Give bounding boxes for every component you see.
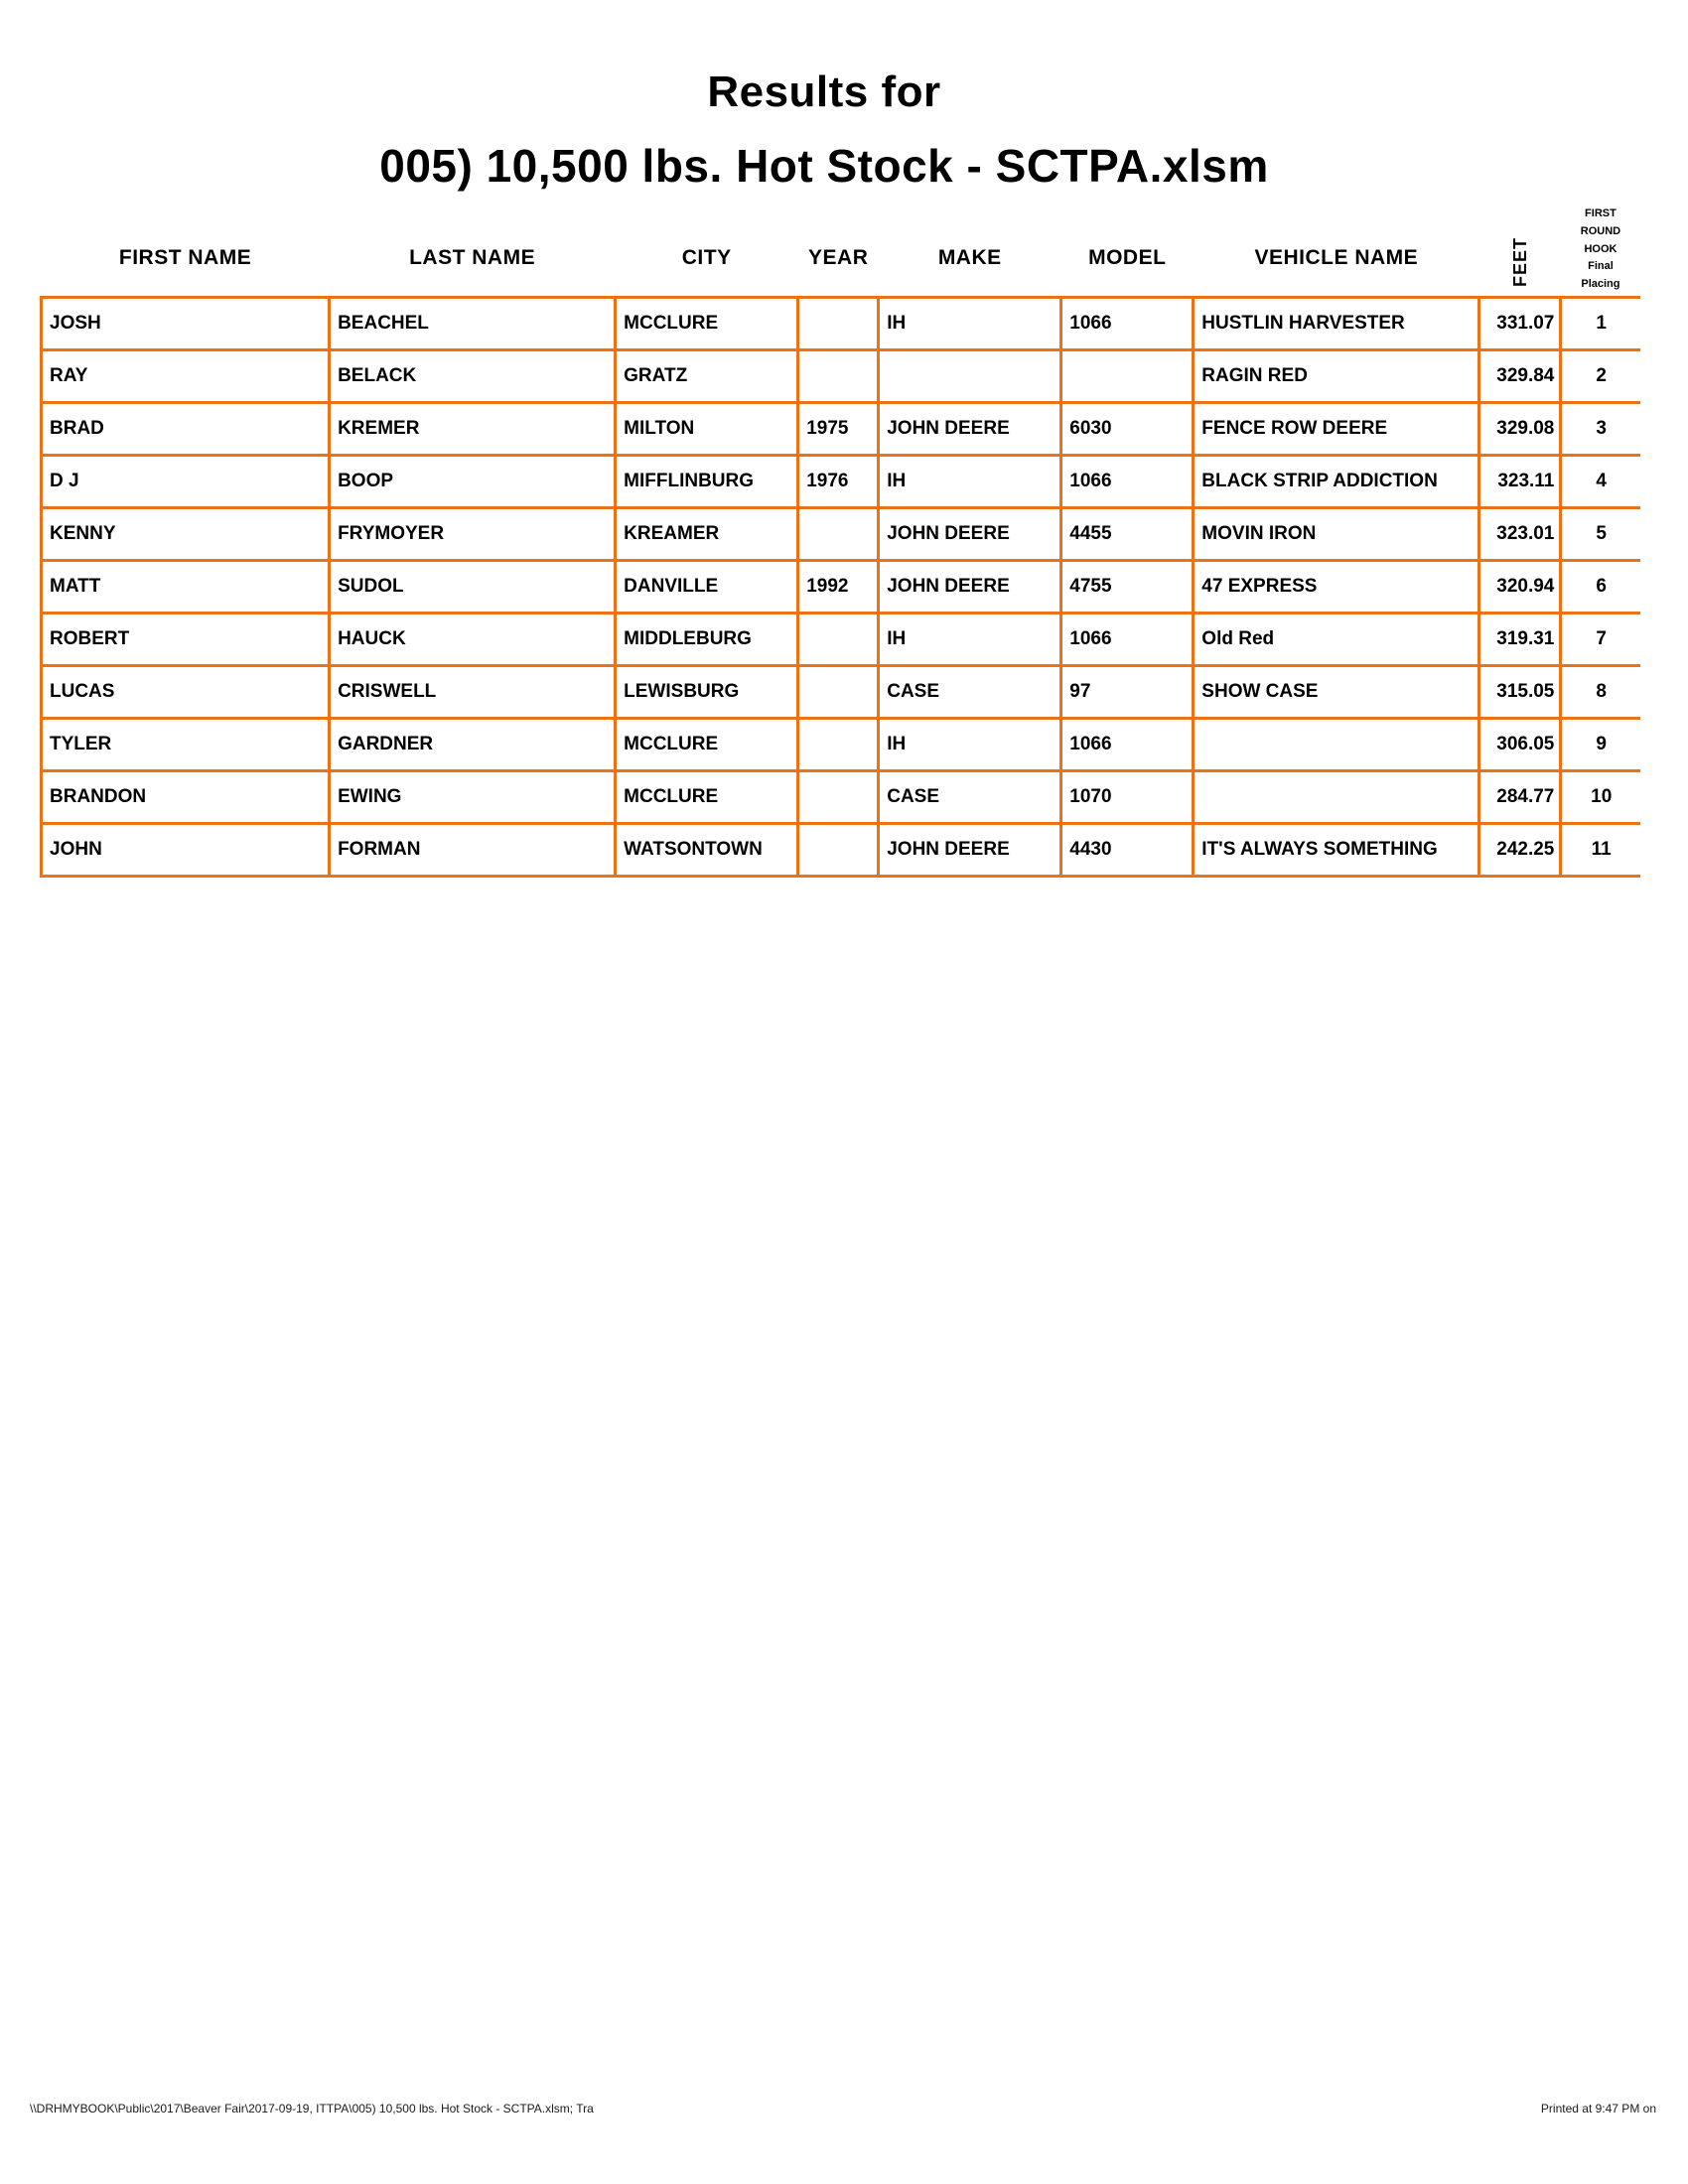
cell-feet: 315.05 <box>1479 666 1561 719</box>
cell-first-name: JOHN <box>42 824 330 877</box>
cell-placing: 5 <box>1561 508 1640 561</box>
cell-make: JOHN DEERE <box>879 824 1061 877</box>
cell-last-name: SUDOL <box>330 561 616 614</box>
cell-make: IH <box>879 719 1061 771</box>
cell-last-name: HAUCK <box>330 614 616 666</box>
cell-year <box>798 719 879 771</box>
cell-feet: 323.01 <box>1479 508 1561 561</box>
table-row <box>42 403 1641 456</box>
cell-placing: 3 <box>1561 403 1640 456</box>
cell-feet: 306.05 <box>1479 719 1561 771</box>
cell-first-name: BRAD <box>42 403 330 456</box>
cell-make: IH <box>879 614 1061 666</box>
cell-city: MILTON <box>616 403 798 456</box>
col-header-first-name: FIRST NAME <box>118 246 252 270</box>
cell-vehicle-name: SHOW CASE <box>1194 666 1479 719</box>
hook-header-line: ROUND <box>1580 224 1621 237</box>
cell-last-name: BELACK <box>330 350 616 403</box>
cell-make <box>879 350 1061 403</box>
cell-model: 97 <box>1061 666 1194 719</box>
cell-feet: 319.31 <box>1479 614 1561 666</box>
col-header-last-name: LAST NAME <box>409 246 536 270</box>
cell-last-name: BOOP <box>330 456 616 508</box>
col-header-model: MODEL <box>1088 246 1167 270</box>
col-header-year: YEAR <box>808 246 869 270</box>
col-header-city: CITY <box>681 246 732 270</box>
cell-feet: 329.08 <box>1479 403 1561 456</box>
title-class-name: 005) 10,500 lbs. Hot Stock - SCTPA.xlsm <box>379 140 1269 192</box>
cell-city: MCCLURE <box>616 771 798 824</box>
title-results-for: Results for <box>707 68 941 116</box>
cell-city: LEWISBURG <box>616 666 798 719</box>
cell-placing: 1 <box>1561 298 1640 350</box>
cell-first-name: TYLER <box>42 719 330 771</box>
cell-year <box>798 771 879 824</box>
cell-year <box>798 298 879 350</box>
cell-placing: 10 <box>1561 771 1640 824</box>
cell-first-name: BRANDON <box>42 771 330 824</box>
table-row <box>42 456 1641 508</box>
cell-first-name: RAY <box>42 350 330 403</box>
cell-make: CASE <box>879 666 1061 719</box>
feet-rotated-label: FEET <box>1509 237 1530 288</box>
cell-make: IH <box>879 456 1061 508</box>
cell-year <box>798 614 879 666</box>
cell-city: MIFFLINBURG <box>616 456 798 508</box>
cell-placing: 9 <box>1561 719 1640 771</box>
cell-feet: 323.11 <box>1479 456 1561 508</box>
cell-model: 4755 <box>1061 561 1194 614</box>
cell-placing: 4 <box>1561 456 1640 508</box>
footer-file-path: \\DRHMYBOOK\Public\2017\Beaver Fair\2017-09-19, ITTPA\005) 10,500 lbs. Hot Stock - SCTPA.xlsm; Tra <box>30 2102 594 2116</box>
cell-city: DANVILLE <box>616 561 798 614</box>
cell-last-name: CRISWELL <box>330 666 616 719</box>
col-header-make: MAKE <box>937 246 1002 270</box>
cell-vehicle-name: HUSTLIN HARVESTER <box>1194 298 1479 350</box>
cell-city: WATSONTOWN <box>616 824 798 877</box>
cell-year: 1975 <box>798 403 879 456</box>
table-row <box>42 614 1641 666</box>
cell-city: MCCLURE <box>616 298 798 350</box>
col-header-first-round-hook <box>1561 205 1640 298</box>
cell-vehicle-name <box>1194 771 1479 824</box>
cell-vehicle-name: MOVIN IRON <box>1194 508 1479 561</box>
cell-feet: 242.25 <box>1479 824 1561 877</box>
cell-last-name: EWING <box>330 771 616 824</box>
cell-year <box>798 350 879 403</box>
cell-year <box>798 824 879 877</box>
table-row <box>42 719 1641 771</box>
cell-model: 6030 <box>1061 403 1194 456</box>
footer-printed-time: Printed at 9:47 PM on <box>1540 2102 1656 2116</box>
cell-feet: 331.07 <box>1479 298 1561 350</box>
results-table <box>40 205 1640 878</box>
cell-placing: 7 <box>1561 614 1640 666</box>
col-header-feet <box>1479 205 1561 298</box>
cell-feet: 320.94 <box>1479 561 1561 614</box>
results-table-header <box>42 205 1641 298</box>
table-row <box>42 508 1641 561</box>
cell-first-name: KENNY <box>42 508 330 561</box>
cell-city: MCCLURE <box>616 719 798 771</box>
hook-header-line: FIRST <box>1585 207 1617 219</box>
cell-city: MIDDLEBURG <box>616 614 798 666</box>
results-table-body <box>42 298 1641 877</box>
cell-model: 1066 <box>1061 719 1194 771</box>
cell-placing: 6 <box>1561 561 1640 614</box>
cell-year <box>798 666 879 719</box>
cell-year: 1992 <box>798 561 879 614</box>
cell-model <box>1061 350 1194 403</box>
cell-year: 1976 <box>798 456 879 508</box>
cell-city: GRATZ <box>616 350 798 403</box>
cell-model: 1066 <box>1061 456 1194 508</box>
cell-vehicle-name: RAGIN RED <box>1194 350 1479 403</box>
hook-header-line: HOOK <box>1584 242 1618 255</box>
table-row <box>42 561 1641 614</box>
cell-vehicle-name: BLACK STRIP ADDICTION <box>1194 456 1479 508</box>
cell-make: JOHN DEERE <box>879 403 1061 456</box>
cell-first-name: MATT <box>42 561 330 614</box>
col-header-vehicle-name: VEHICLE NAME <box>1254 246 1419 270</box>
cell-model: 1070 <box>1061 771 1194 824</box>
cell-last-name: FRYMOYER <box>330 508 616 561</box>
cell-placing: 2 <box>1561 350 1640 403</box>
cell-feet: 284.77 <box>1479 771 1561 824</box>
cell-last-name: FORMAN <box>330 824 616 877</box>
cell-vehicle-name: Old Red <box>1194 614 1479 666</box>
cell-vehicle-name <box>1194 719 1479 771</box>
cell-make: IH <box>879 298 1061 350</box>
table-row <box>42 771 1641 824</box>
cell-make: JOHN DEERE <box>879 561 1061 614</box>
cell-placing: 8 <box>1561 666 1640 719</box>
table-row <box>42 824 1641 877</box>
cell-last-name: GARDNER <box>330 719 616 771</box>
cell-last-name: KREMER <box>330 403 616 456</box>
cell-last-name: BEACHEL <box>330 298 616 350</box>
header-row <box>42 205 1641 298</box>
cell-first-name: LUCAS <box>42 666 330 719</box>
cell-model: 4455 <box>1061 508 1194 561</box>
cell-first-name: ROBERT <box>42 614 330 666</box>
cell-make: CASE <box>879 771 1061 824</box>
page-title <box>0 68 1648 193</box>
cell-make: JOHN DEERE <box>879 508 1061 561</box>
cell-vehicle-name: FENCE ROW DEERE <box>1194 403 1479 456</box>
cell-model: 1066 <box>1061 614 1194 666</box>
cell-vehicle-name: 47 EXPRESS <box>1194 561 1479 614</box>
cell-year <box>798 508 879 561</box>
cell-placing: 11 <box>1561 824 1640 877</box>
cell-first-name: D J <box>42 456 330 508</box>
cell-model: 4430 <box>1061 824 1194 877</box>
cell-first-name: JOSH <box>42 298 330 350</box>
cell-city: KREAMER <box>616 508 798 561</box>
table-row <box>42 298 1641 350</box>
table-row <box>42 350 1641 403</box>
hook-header-line: Final <box>1588 260 1614 273</box>
cell-model: 1066 <box>1061 298 1194 350</box>
hook-header-line: Placing <box>1581 278 1620 291</box>
table-row <box>42 666 1641 719</box>
cell-feet: 329.84 <box>1479 350 1561 403</box>
cell-vehicle-name: IT'S ALWAYS SOMETHING <box>1194 824 1479 877</box>
